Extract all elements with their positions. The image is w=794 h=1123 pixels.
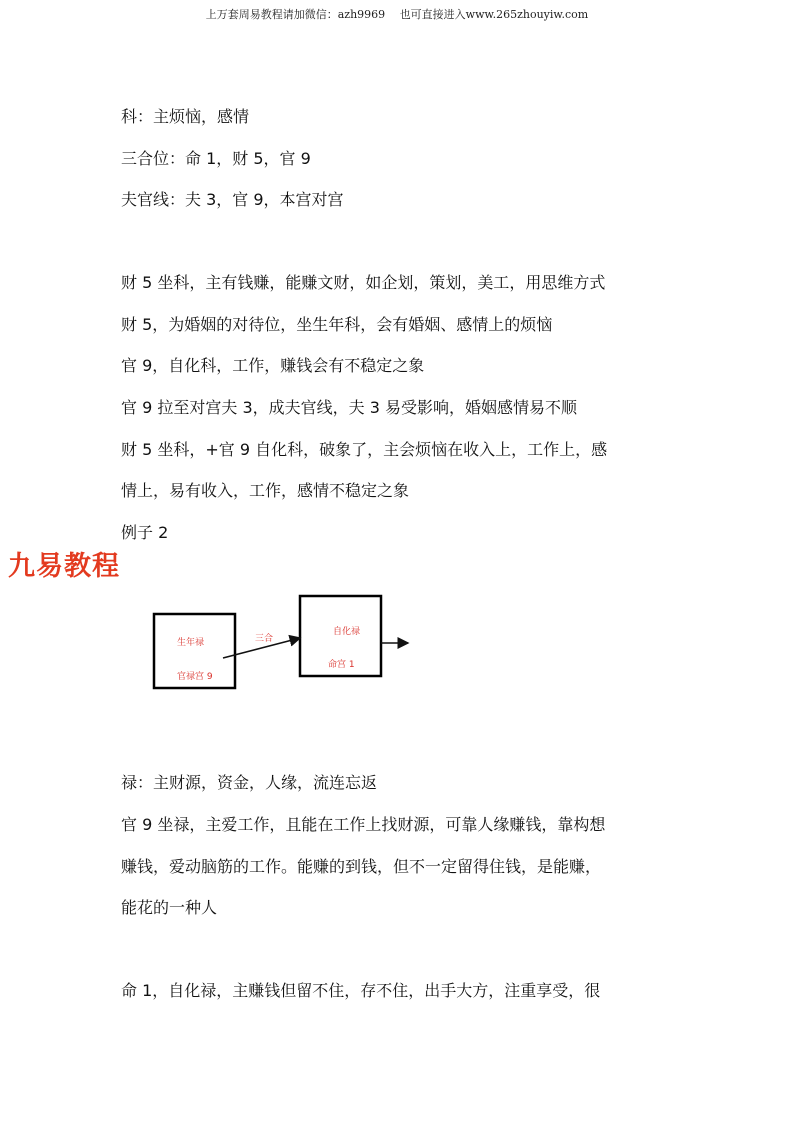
text-line-13: 能花的一种人 <box>121 898 218 917</box>
palace-diagram <box>140 590 430 700</box>
page-header: 上万套周易教程请加微信：azh9969 也可直接进入www.265zhouyiw.com <box>205 8 589 21</box>
text-line-10: 禄：主财源，资金，人缘，流连忘返 <box>121 773 378 792</box>
text-line-5: 财 5，为婚姻的对待位，坐生年科，会有婚姻、感情上的烦恼 <box>121 315 553 334</box>
text-line-11: 官 9 坐禄，主爱工作，且能在工作上找财源，可靠人缘赚钱，靠构想 <box>121 815 606 834</box>
text-line-14: 命 1，自化禄，主赚钱但留不住，存不住，出手大方，注重享受，很 <box>121 981 601 1000</box>
example-heading: 例子 2 <box>121 523 169 542</box>
box1-bottom-label: 官禄宫 9 <box>177 672 213 682</box>
box2-bottom-label: 命宫 1 <box>328 660 355 670</box>
text-line-8: 财 5 坐科，+官 9 自化科，破象了，主会烦恼在收入上，工作上，感 <box>121 440 608 459</box>
text-line-6: 官 9，自化科，工作，赚钱会有不稳定之象 <box>121 356 425 375</box>
text-line-3: 夫官线：夫 3，官 9，本宫对宫 <box>121 190 344 209</box>
watermark-logo: 九易教程 <box>8 551 120 582</box>
box1-top-label: 生年禄 <box>177 638 205 648</box>
connector-label: 三合 <box>255 634 274 644</box>
text-line-1: 科：主烦恼，感情 <box>121 107 250 126</box>
text-line-12: 赚钱，爱动脑筋的工作。能赚的到钱，但不一定留得住钱，是能赚， <box>121 857 602 876</box>
text-line-9: 情上，易有收入，工作，感情不稳定之象 <box>121 481 410 500</box>
text-line-2: 三合位：命 1，财 5，官 9 <box>121 149 311 168</box>
box2-top-label: 自化禄 <box>333 627 361 637</box>
text-line-4: 财 5 坐科，主有钱赚，能赚文财，如企划，策划，美工，用思维方式 <box>121 273 606 292</box>
text-line-7: 官 9 拉至对宫夫 3，成夫官线，夫 3 易受影响，婚姻感情易不顺 <box>121 398 577 417</box>
